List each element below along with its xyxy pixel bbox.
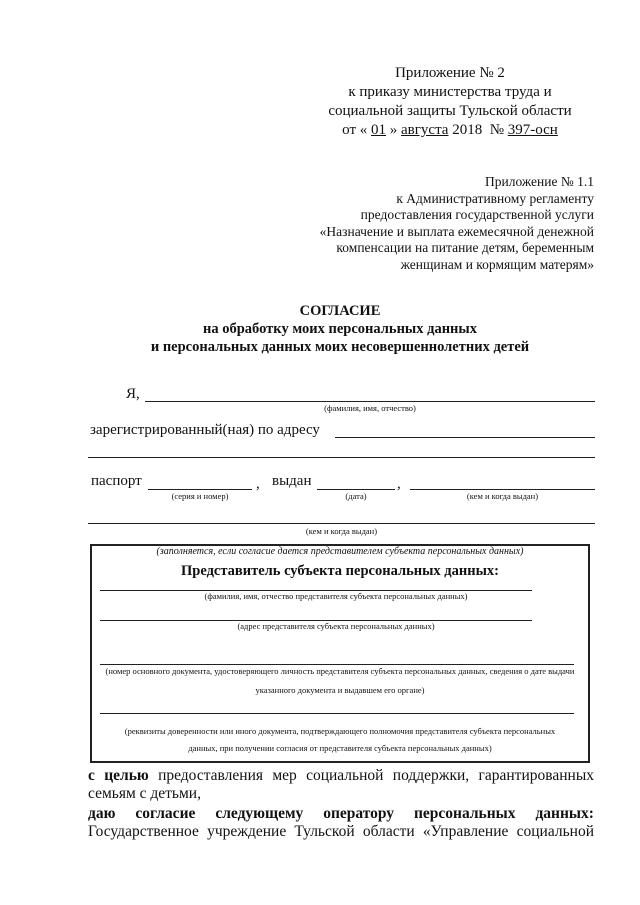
rep-power-line[interactable] [100, 713, 574, 714]
appendix11-line2: к Административному регламенту [396, 190, 594, 206]
purpose-line-2: семьям с детьми, [88, 785, 201, 802]
address-line-2[interactable] [88, 457, 595, 458]
purpose-bold: с целью [88, 767, 149, 784]
title-sub2: и персональных данных моих несовершеннолетних детей [150, 339, 530, 355]
rep-address-hint: (адрес представителя субъекта персональных данных) [237, 621, 435, 631]
comma-2: , [397, 476, 401, 492]
title-sub1: на обработку моих персональных данных [203, 321, 477, 337]
date-mid: » [389, 122, 398, 138]
appendix11-line4: «Назначение и выплата ежемесячной денежной [319, 223, 594, 239]
date-prefix: от « [342, 122, 368, 138]
appendix2-line2: к приказу министерства труда и [348, 84, 552, 100]
appendix11-line6: женщинам и кормящим матерям» [400, 256, 594, 272]
consent-word-3: следующему [215, 805, 304, 822]
title-main: СОГЛАСИЕ [299, 303, 381, 319]
rep-power-hint-2: данных, при получении согласия от представителя субъекта персональных данных) [188, 743, 492, 753]
comma-1: , [256, 476, 260, 492]
document-title [80, 302, 600, 356]
rep-note: (заполняется, если согласие дается представителем субъекта персональных данных) [156, 546, 524, 557]
issuer-hint-2: (кем и когда выдан) [305, 526, 378, 536]
issuer-line-1[interactable] [410, 489, 595, 490]
issuer-line-2[interactable] [88, 523, 595, 524]
purpose-text: предоставления мер социальной поддержки, гарантированных [158, 767, 594, 784]
date-hint: (дата) [345, 491, 367, 501]
registered-label: зарегистрированный(ная) по адресу [90, 422, 320, 438]
consent-word-5: персональных [413, 805, 516, 822]
consent-line-2: Государственное учреждение Тульской области «Управление социальной [88, 823, 594, 840]
consent-word-2: согласие [135, 805, 196, 822]
appendix11-header [300, 174, 594, 273]
passport-number-line[interactable] [148, 489, 252, 490]
issuer-hint-1: (кем и когда выдан) [466, 491, 539, 501]
address-line-1[interactable] [335, 437, 595, 438]
consent-line-1 [88, 805, 594, 823]
rep-fio-hint: (фамилия, имя, отчество представителя субъекта персональных данных) [204, 591, 468, 601]
appendix2-line1: Приложение № 2 [395, 65, 505, 81]
appendix11-line1: Приложение № 1.1 [485, 174, 594, 189]
appendix2-header [320, 64, 580, 140]
issue-date-line[interactable] [317, 489, 395, 490]
rep-doc-line[interactable] [100, 664, 574, 665]
rep-heading: Представитель субъекта персональных данных: [180, 563, 499, 579]
date-year: 2018 [452, 122, 483, 138]
issued-label: выдан [272, 473, 312, 489]
fio-line[interactable] [145, 401, 595, 402]
number-prefix: № [489, 122, 505, 138]
appendix11-line3: предоставления государственной услуги [360, 207, 594, 222]
passport-hint: (серия и номер) [171, 491, 229, 501]
order-number: 397-осн [507, 122, 558, 138]
consent-word-1: даю [88, 805, 116, 822]
rep-doc-hint-2: указанного документа и выдавшем его органе) [255, 685, 425, 695]
fio-hint: (фамилия, имя, отчество) [324, 403, 416, 413]
passport-label: паспорт [91, 473, 142, 489]
appendix2-date-line [320, 121, 580, 140]
ya-label: Я, [126, 386, 140, 402]
consent-word-4: оператору [323, 805, 395, 822]
date-month: августа [401, 122, 449, 138]
appendix11-line5: компенсации на питание детям, беременным [336, 240, 594, 255]
appendix2-line3: социальной защиты Тульской области [328, 103, 572, 119]
rep-power-hint-1: (реквизиты доверенности или иного документа, подтверждающего полномочия представителя субъекта персональных [124, 726, 556, 736]
rep-doc-hint-1: (номер основного документа, удостоверяющего личность представителя субъекта персональных данных, сведения о дате выдачи [105, 666, 575, 676]
purpose-line-1 [88, 767, 594, 785]
consent-word-6: данных: [535, 805, 594, 822]
date-day: 01 [371, 122, 387, 138]
